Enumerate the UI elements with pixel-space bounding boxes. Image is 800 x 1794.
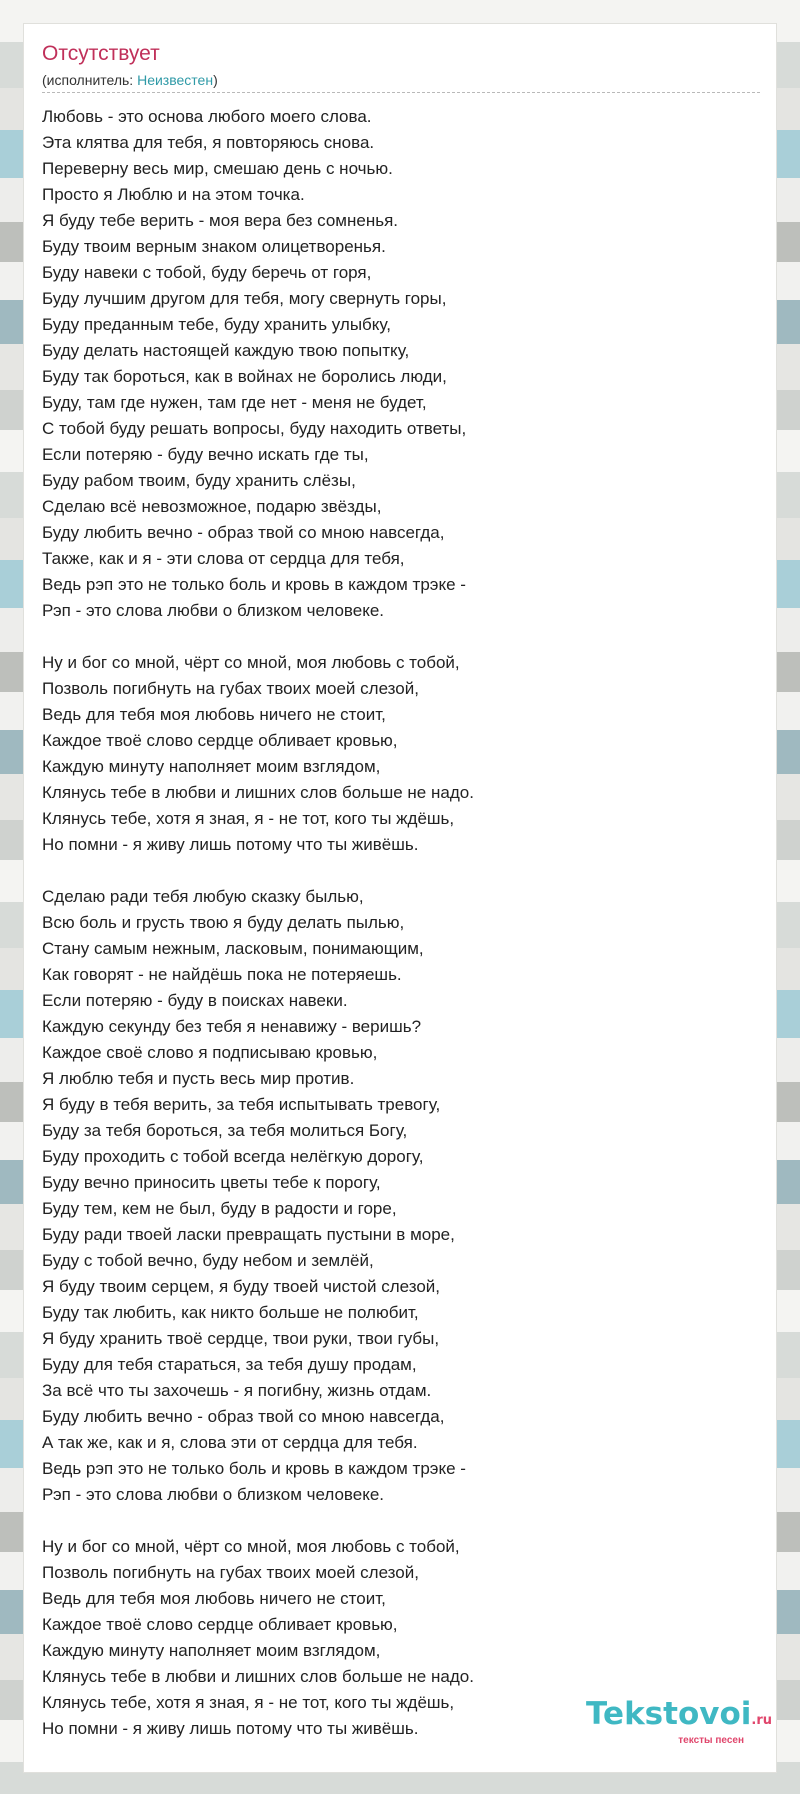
- lyric-line: Каждое твоё слово сердце обливает кровью,: [42, 1615, 398, 1634]
- logo-tagline: тексты песен: [678, 1735, 744, 1746]
- lyric-line: Ведь для тебя моя любовь ничего не стоит,: [42, 1589, 386, 1608]
- lyric-line: За всё что ты захочешь - я погибну, жизнь отдам.: [42, 1381, 432, 1400]
- site-logo[interactable]: [586, 1698, 772, 1746]
- lyric-line: Ведь рэп это не только боль и кровь в каждом трэке -: [42, 1459, 466, 1478]
- lyric-line: Я буду хранить твоё сердце, твои руки, твои губы,: [42, 1329, 440, 1348]
- artist-prefix: (исполнитель:: [42, 72, 138, 88]
- logo-tld: .ru: [751, 1713, 772, 1728]
- lyric-line: Каждое твоё слово сердце обливает кровью,: [42, 731, 398, 750]
- artist-line: [42, 72, 218, 88]
- lyric-line: Я буду тебе верить - моя вера без сомненья.: [42, 211, 399, 230]
- lyric-line: Буду твоим верным знаком олицетворенья.: [42, 237, 386, 256]
- lyric-line: Каждую секунду без тебя я ненавижу - веришь?: [42, 1017, 422, 1036]
- stanza-gap: [42, 858, 762, 884]
- lyric-line: Также, как и я - эти слова от сердца для тебя,: [42, 549, 405, 568]
- lyric-line: Позволь погибнуть на губах твоих моей слезой,: [42, 1563, 419, 1582]
- lyric-line: Ну и бог со мной, чёрт со мной, моя любовь с тобой,: [42, 653, 460, 672]
- lyric-line: Сделаю всё невозможное, подарю звёзды,: [42, 497, 382, 516]
- lyric-line: Любовь - это основа любого моего слова.: [42, 107, 372, 126]
- lyric-line: Переверну весь мир, смешаю день с ночью.: [42, 159, 393, 178]
- lyric-line: Клянусь тебе в любви и лишних слов больше не надо.: [42, 783, 474, 802]
- lyric-line: Эта клятва для тебя, я повторяюсь снова.: [42, 133, 375, 152]
- lyric-line: Я люблю тебя и пусть весь мир против.: [42, 1069, 355, 1088]
- lyric-line: Буду, там где нужен, там где нет - меня не будет,: [42, 393, 427, 412]
- lyric-line: Клянусь тебе в любви и лишних слов больше не надо.: [42, 1667, 474, 1686]
- lyric-line: Каждое своё слово я подписываю кровью,: [42, 1043, 378, 1062]
- lyric-line: Рэп - это слова любви о близком человеке.: [42, 1485, 385, 1504]
- lyric-line: Буду преданным тебе, буду хранить улыбку,: [42, 315, 391, 334]
- lyric-line: Буду за тебя бороться, за тебя молиться Богу,: [42, 1121, 408, 1140]
- lyric-line: Буду любить вечно - образ твой со мною навсегда,: [42, 523, 445, 542]
- logo-main-text: Tekstovoi: [586, 1696, 752, 1732]
- lyric-line: Стану самым нежным, ласковым, понимающим,: [42, 939, 424, 958]
- lyric-line: Каждую минуту наполняет моим взглядом,: [42, 757, 381, 776]
- lyrics-body: [42, 104, 762, 1742]
- lyric-line: Буду тем, кем не был, буду в радости и горе,: [42, 1199, 397, 1218]
- lyric-line: Я буду твоим серцем, я буду твоей чистой слезой,: [42, 1277, 440, 1296]
- lyric-line: Каждую минуту наполняет моим взглядом,: [42, 1641, 381, 1660]
- header-divider: [42, 92, 760, 93]
- lyric-line: Рэп - это слова любви о близком человеке.: [42, 601, 385, 620]
- lyric-line: Буду любить вечно - образ твой со мною навсегда,: [42, 1407, 445, 1426]
- lyric-line: Как говорят - не найдёшь пока не потеряешь.: [42, 965, 402, 984]
- lyric-line: Если потеряю - буду вечно искать где ты,: [42, 445, 369, 464]
- lyric-line: Буду с тобой вечно, буду небом и землёй,: [42, 1251, 374, 1270]
- lyric-line: Сделаю ради тебя любую сказку былью,: [42, 887, 364, 906]
- lyric-line: Буду вечно приносить цветы тебе к порогу,: [42, 1173, 381, 1192]
- logo-wordmark: [586, 1698, 772, 1737]
- lyric-line: Ну и бог со мной, чёрт со мной, моя любовь с тобой,: [42, 1537, 460, 1556]
- lyric-line: Просто я Люблю и на этом точка.: [42, 185, 305, 204]
- lyric-line: Буду так любить, как никто больше не полюбит,: [42, 1303, 419, 1322]
- lyric-line: Буду рабом твоим, буду хранить слёзы,: [42, 471, 356, 490]
- lyric-line: Буду ради твоей ласки превращать пустыни в море,: [42, 1225, 455, 1244]
- lyric-line: Клянусь тебе, хотя я зная, я - не тот, кого ты ждёшь,: [42, 809, 455, 828]
- lyric-line: Ведь рэп это не только боль и кровь в каждом трэке -: [42, 575, 466, 594]
- lyric-line: Я буду в тебя верить, за тебя испытывать тревогу,: [42, 1095, 441, 1114]
- lyric-line: С тобой буду решать вопросы, буду находить ответы,: [42, 419, 467, 438]
- artist-suffix: ): [213, 72, 218, 88]
- stanza-gap: [42, 624, 762, 650]
- stanza-gap: [42, 1508, 762, 1534]
- artist-link[interactable]: Неизвестен: [137, 72, 214, 88]
- lyric-line: Буду для тебя стараться, за тебя душу продам,: [42, 1355, 417, 1374]
- lyric-line: Позволь погибнуть на губах твоих моей слезой,: [42, 679, 419, 698]
- lyric-line: Но помни - я живу лишь потому что ты живёшь.: [42, 835, 419, 854]
- lyric-line: Но помни - я живу лишь потому что ты живёшь.: [42, 1719, 419, 1738]
- lyric-line: Если потеряю - буду в поисках навеки.: [42, 991, 348, 1010]
- lyric-line: Буду так бороться, как в войнах не боролись люди,: [42, 367, 447, 386]
- lyric-line: Буду лучшим другом для тебя, могу свернуть горы,: [42, 289, 447, 308]
- lyric-line: Ведь для тебя моя любовь ничего не стоит,: [42, 705, 386, 724]
- lyric-line: Буду навеки с тобой, буду беречь от горя,: [42, 263, 372, 282]
- lyrics-card: [24, 24, 776, 1772]
- lyric-line: А так же, как и я, слова эти от сердца для тебя.: [42, 1433, 418, 1452]
- lyric-line: Буду проходить с тобой всегда нелёгкую дорогу,: [42, 1147, 424, 1166]
- lyric-line: Буду делать настоящей каждую твою попытку,: [42, 341, 410, 360]
- song-title: Отсутствует: [42, 42, 160, 65]
- lyric-line: Клянусь тебе, хотя я зная, я - не тот, кого ты ждёшь,: [42, 1693, 455, 1712]
- lyric-line: Всю боль и грусть твою я буду делать пылью,: [42, 913, 405, 932]
